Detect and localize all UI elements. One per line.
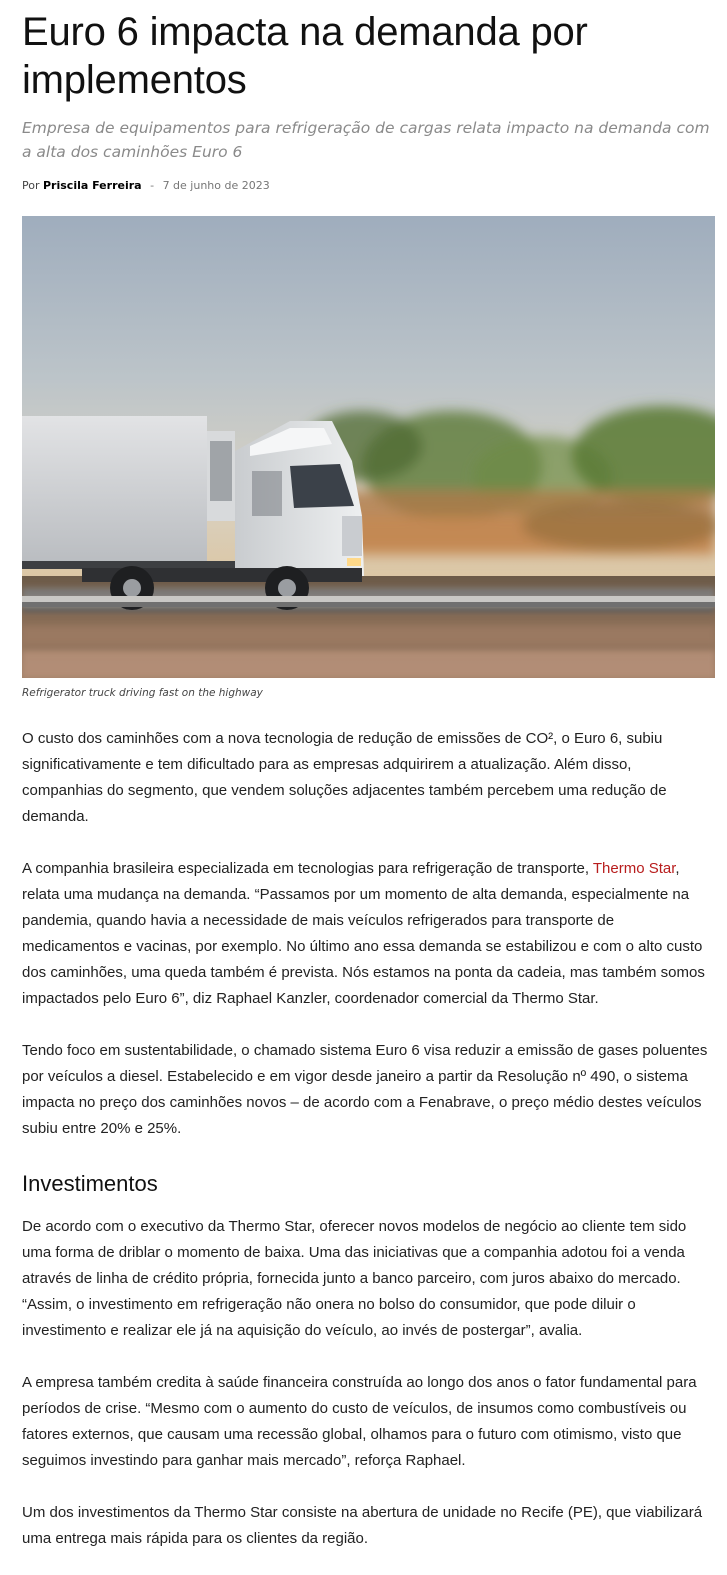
paragraph-2-text-b: , relata uma mudança na demanda. “Passamos por um momento de alta demanda, especialmente na pandemia, quando havia a necessidade de mais veículos refrigerados para transporte de medicamentos e vacinas, por exemplo. No último ano essa demanda se estabilizou e com o alto custo dos caminhões, uma queda também é prevista. Nós estamos na ponta da cadeia, mas também somos impactados pelo Euro 6”, diz Raphael Kanzler, coordenador comercial da Thermo Star. [22, 860, 705, 1007]
publish-date: 7 de junho de 2023 [162, 179, 270, 192]
paragraph-4: De acordo com o executivo da Thermo Star, oferecer novos modelos de negócio ao cliente tem sido uma forma de driblar o momento de baixa. Uma das iniciativas que a companhia adotou foi a venda através de linha de crédito própria, fornecida junto a banco parceiro, com juros abaixo do mercado. “Assim, o investimento em refrigeração não onera no bolso do consumidor, que pode diluir o investimento e realizar ele já na aquisição do veículo, ao invés de postergar”, avalia. [22, 1218, 687, 1339]
paragraph-1: O custo dos caminhões com a nova tecnologia de redução de emissões de CO², o Euro 6, subiu significativamente e tem dificultado para as empresas adquirirem a atualização. Além disso, companhias do segmento, que vendem soluções adjacentes também percebem uma redução de demanda. [22, 730, 667, 825]
byline-prefix: Por [22, 179, 40, 192]
paragraph-5: A empresa também credita à saúde financeira construída ao longo dos anos o fator fundamental para períodos de crise. “Mesmo com o aumento do custo de veículos, de insumos como combustíveis ou fatores externos, que causam uma recessão global, olhamos para o futuro com otimismo, visto que seguimos investindo para ganhar mais mercado”, reforça Raphael. [22, 1374, 697, 1469]
truck-highway-photo [22, 216, 715, 678]
paragraph-3: Tendo foco em sustentabilidade, o chamado sistema Euro 6 visa reduzir a emissão de gases poluentes por veículos a diesel. Estabelecido e em vigor desde janeiro a partir da Resolução nº 490, o sistema impacta no preço dos caminhões novos – de acordo com a Fenabrave, o preço médio destes veículos subiu entre 20% e 25%. [22, 1042, 708, 1137]
byline [22, 178, 715, 194]
featured-image-figure [22, 216, 715, 700]
section-heading-investimentos: Investimentos [22, 1171, 158, 1196]
author-link[interactable]: Priscila Ferreira [43, 179, 142, 192]
paragraph-2-text-a: A companhia brasileira especializada em tecnologias para refrigeração de transporte, [22, 860, 593, 877]
article [22, 0, 715, 1552]
article-title: Euro 6 impacta na demanda por implementos [22, 10, 588, 102]
article-subtitle: Empresa de equipamentos para refrigeração de cargas relata impacto na demanda com a alta dos caminhões Euro 6 [22, 119, 710, 161]
byline-separator: - [150, 179, 155, 192]
paragraph-2 [22, 856, 715, 1012]
image-caption: Refrigerator truck driving fast on the highway [22, 687, 263, 699]
paragraph-6: Um dos investimentos da Thermo Star consiste na abertura de unidade no Recife (PE), que viabilizará uma entrega mais rápida para os clientes da região. [22, 1504, 703, 1547]
thermo-star-link[interactable]: Thermo Star [592, 860, 676, 877]
